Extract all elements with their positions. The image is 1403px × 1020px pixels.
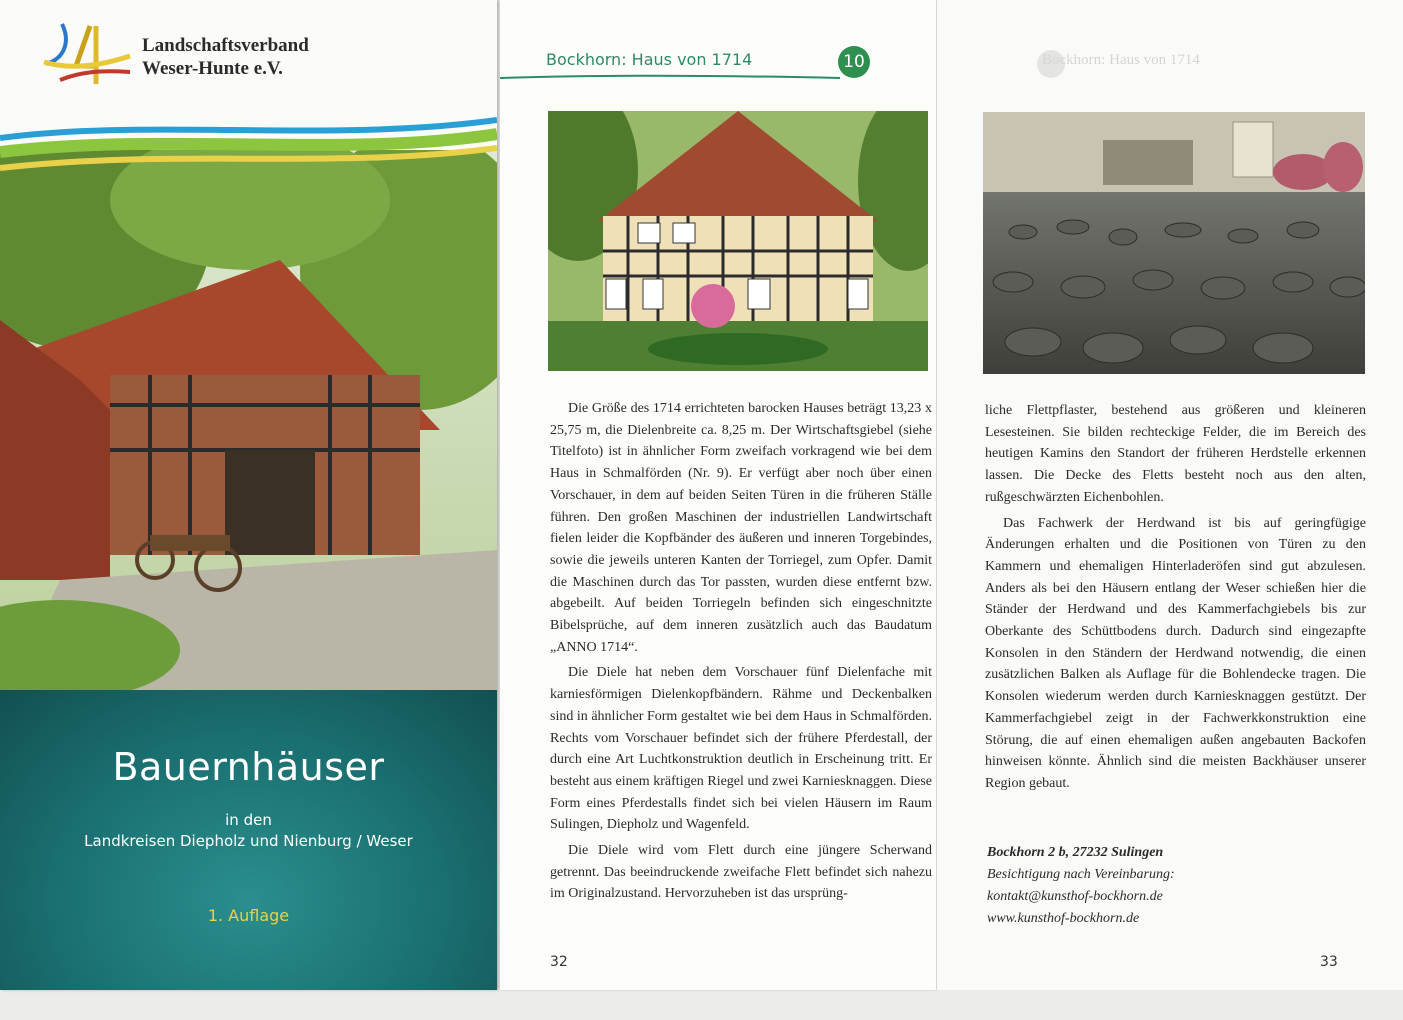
ghost-header-bleedthrough: Bockhorn: Haus von 1714 [1042, 52, 1200, 68]
cover-swoosh-decoration [0, 108, 497, 188]
cover-farmhouse-photo [0, 150, 497, 710]
paragraph-2: Die Diele hat neben dem Vorschauer fünf Dielenfache mit karniesförmigen Dielenkopfbändern. Rähme und Deckenbalken sind in ähnlicher Form gestaltet wie bei dem Haus in Schmalförden. Rechts vom Vorschauer befindet sich der frühere Pferdestall, der durch eine Art Luchtkonstruktion deutlich in Erscheinung tritt. Er besteht aus einem kräftigen Riegel und zwei Karniesknaggen. Diese Form eines Pferdestalls findet sich bei vielen Häusern im Raum Sulingen, Diepholz und Wagenfeld. [550, 665, 932, 833]
cobblestone-floor-photo [983, 112, 1365, 374]
publisher-name [142, 34, 309, 80]
cover-subtitle-1: in den [225, 811, 272, 829]
address-website: www.kunsthof-bockhorn.de [987, 911, 1140, 926]
house-front-photo [548, 111, 928, 371]
page-number: 33 [1320, 954, 1338, 970]
landschaftsverband-logo [40, 20, 132, 88]
address-visit-note: Besichtigung nach Vereinbarung: [987, 867, 1175, 882]
page-33-body [985, 400, 1366, 795]
page-33 [937, 0, 1403, 990]
publisher-line-1: Landschaftsverband [142, 35, 309, 56]
brochure-cover [0, 0, 497, 990]
publisher-line-2: Weser-Hunte e.V. [142, 58, 283, 79]
cover-edition: 1. Auflage [207, 906, 290, 925]
address-email: kontakt@kunsthof-bockhorn.de [987, 889, 1163, 904]
entry-number-badge: 10 [838, 46, 870, 78]
address-block [987, 842, 1175, 930]
cover-subtitle-2: Landkreisen Diepholz und Nienburg / Weser [84, 832, 413, 850]
page-32 [500, 0, 936, 990]
page-32-body [550, 398, 932, 905]
page-number: 32 [550, 954, 568, 970]
header-underline [500, 60, 880, 82]
paragraph-1: Die Größe des 1714 errichteten barocken Hauses beträgt 13,23 x 25,75 m, die Dielenbreite ca. 8,25 m. Der Wirtschaftsgiebel (siehe Titelfoto) ist in ähnlicher Form zweifach vorkragend wie bei dem Haus in Schmalförden (Nr. 9). Er verfügt aber noch über einen Vorschauer, in dem auf beiden Seiten Türen in die früheren Ställe führen. Den großen Maschinen der industriellen Landwirtschaft fielen leider die Kopfbänder des äußeren und inneren Torgebindes, sowie die jeweils unteren Kanten der Torriegel, zum Opfer. Damit die Maschinen durch das Tor passten, wurden diese entfernt bzw. abgebeilt. Auf beiden Torriegeln befinden sich eingeschnitzte Bibelsprüche, auf dem inneren zusätzlich auch das Baudatum „ANNO 1714“. [550, 401, 932, 655]
paragraph-continued: liche Flettpflaster, bestehend aus größeren und kleineren Lesesteinen. Sie bilden rechteckige Felder, die im Bereich des heutigen Kamins den Standort der früheren Herdstelle erkennen lassen. Die Decke des Fletts besteht noch aus den alten, rußgeschwärzten Eichenbohlen. [985, 403, 1366, 505]
cover-title: Bauernhäuser [112, 745, 385, 789]
paragraph-herdwand: Das Fachwerk der Herdwand ist bis auf geringfügige Änderungen erhalten und die Positionen von Türen zu den Kammern und ehemaligen Hinterladeröfen sind gut abzulesen. Anders als bei den Häusern entlang der Weser schießen hier die Ständer der Herdwand und des Kammerfachgiebels bis zur Oberkante des Schüttbodens durch. Dadurch sind eingezapfte Konsolen in den Ständern der Herdwand notwendig, die einen zusätzlichen Balken als Auflage für die Bohlendecke tragen. Die Konsolen wiederum werden durch Karniesknaggen gestützt. Der Kammerfachgiebel zeigt in der Fachwerkkonstruktion eine Störung, die auf einen ehemaligen außen angebauten Backofen hinweisen könnte. Ähnlich sind die meisten Backhäuser unserer Region gebaut. [985, 515, 1366, 791]
address-street: Bockhorn 2 b, 27232 Sulingen [987, 845, 1164, 860]
page-header-title: Bockhorn: Haus von 1714 [546, 50, 753, 69]
paragraph-3: Die Diele wird vom Flett durch eine jüngere Scherwand getrennt. Das beeindruckende zweifache Flett befindet sich nahezu im Originalzustand. Hervorzuheben ist das ursprüng- [550, 843, 932, 902]
